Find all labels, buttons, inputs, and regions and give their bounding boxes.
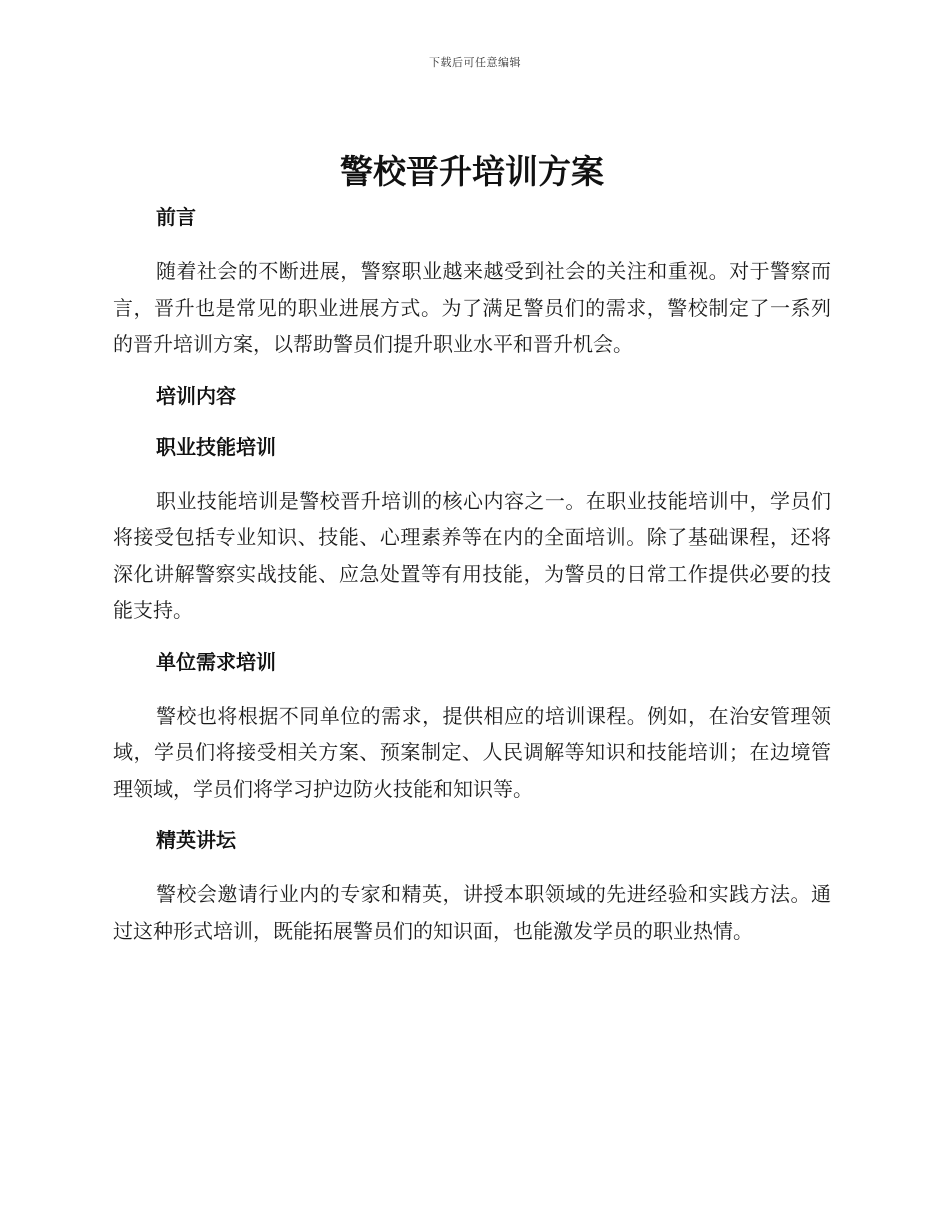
section-heading-training-content: 培训内容 [156, 383, 236, 408]
section-paragraph-preface: 随着社会的不断进展，警察职业越来越受到社会的关注和重视。对于警察而言，晋升也是常见的职业进展方式。为了满足警员们的需求，警校制定了一系列的晋升培训方案，以帮助警员们提升职业水平和晋升机会。 [113, 259, 831, 356]
section-heading-skills-training: 职业技能培训 [156, 434, 276, 459]
section-heading-elite-forum: 精英讲坛 [156, 828, 236, 852]
document-title: 警校晋升培训方案 [340, 152, 604, 191]
section-paragraph-elite-forum: 警校会邀请行业内的专家和精英，讲授本职领域的先进经验和实践方法。通过这种形式培训，既能拓展警员们的知识面，也能激发学员的职业热情。 [113, 882, 831, 943]
section-paragraph-unit-needs-training: 警校也将根据不同单位的需求，提供相应的培训课程。例如，在治安管理领域，学员们将接受相关方案、预案制定、人民调解等知识和技能培训；在边境管理领域，学员们将学习护边防火技能和知识等。 [113, 703, 831, 801]
section-heading-unit-needs-training: 单位需求培训 [156, 649, 276, 674]
section-heading-preface: 前言 [156, 205, 196, 229]
header-note: 下载后可任意编辑 [429, 56, 521, 69]
document-body [113, 148, 831, 967]
section-unit-needs-training [113, 647, 831, 808]
section-preface [113, 202, 831, 363]
section-skills-training [113, 432, 831, 629]
section-training-content [113, 381, 831, 411]
section-paragraph-skills-training: 职业技能培训是警校晋升培训的核心内容之一。在职业技能培训中，学员们将接受包括专业知识、技能、心理素养等在内的全面培训。除了基础课程，还将深化讲解警察实战技能、应急处置等有用技能，为警员的日常工作提供必要的技能支持。 [113, 488, 831, 622]
section-elite-forum [113, 825, 831, 949]
